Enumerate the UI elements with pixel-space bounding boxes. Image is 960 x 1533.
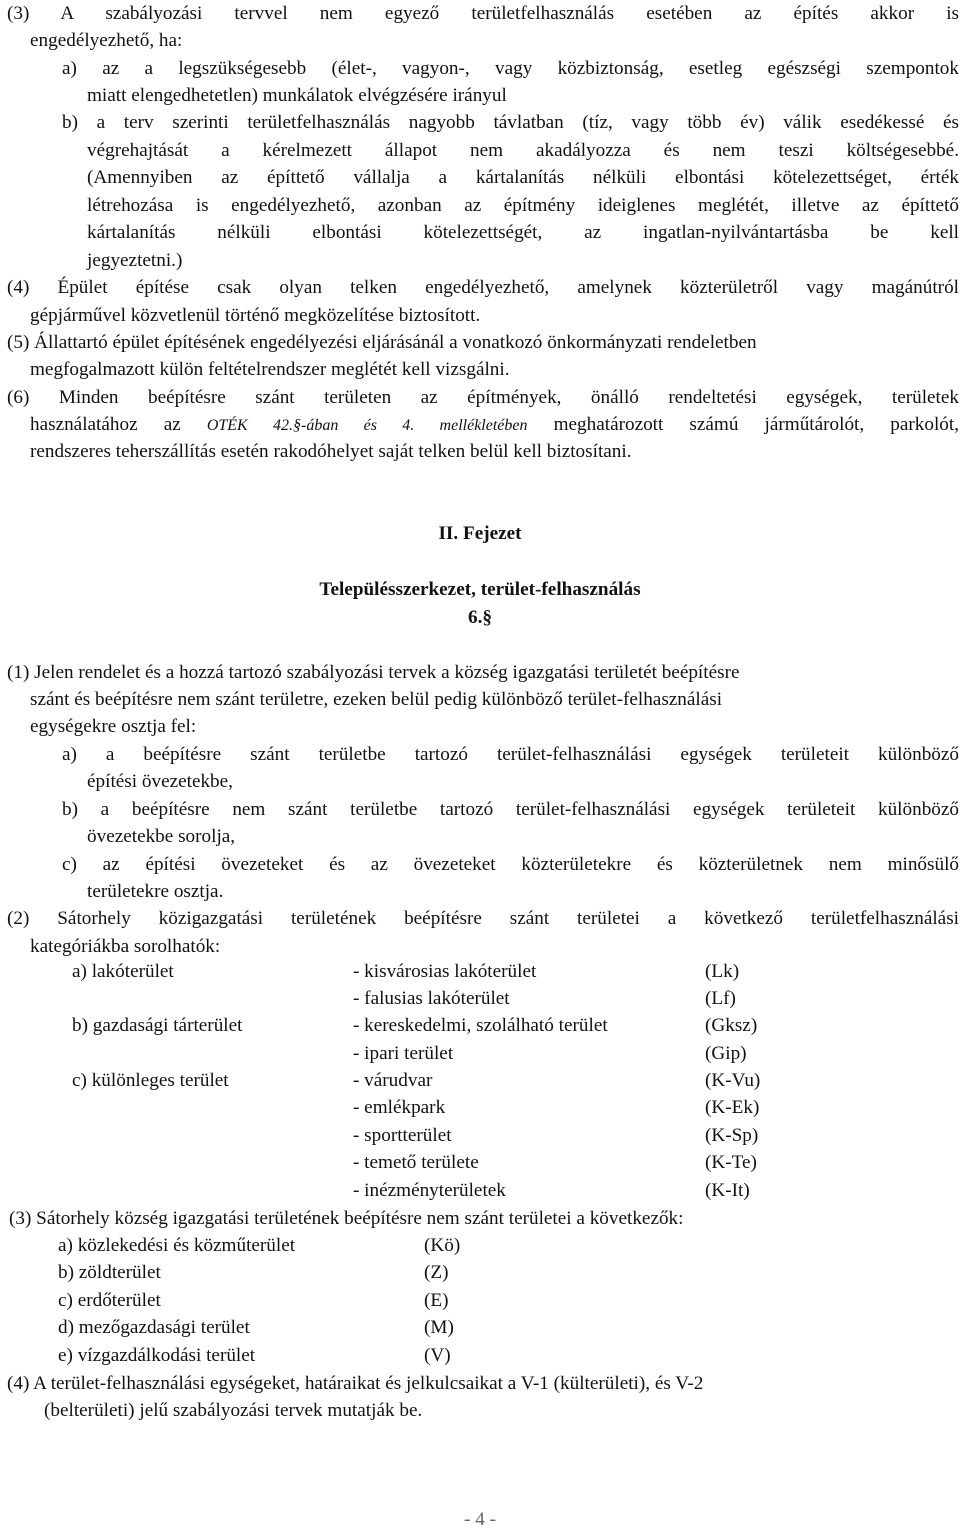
paragraph-3-line-2: engedélyezhető, ha: [30, 30, 183, 51]
built-code-cell: (Gip) [705, 1043, 747, 1064]
unbuilt-code-cell: (M) [424, 1317, 454, 1338]
paragraph-6-line-3: rendszeres teherszállítás esetén rakodóhelyet saját telken belül kell biztosítani. [30, 441, 632, 462]
s6-paragraph-2-line-1: (2) Sátorhely közigazgatási területének beépítésre szánt területei a következő területfelhasználási [7, 908, 959, 929]
unbuilt-code-cell: (Kö) [424, 1235, 461, 1256]
unbuilt-item-cell: c) erdőterület [58, 1290, 161, 1311]
s6-item-c-line-1: c) az építési övezeteket és az övezeteket közterületekre és közterületnek nem minősülő [62, 854, 959, 875]
built-group-cell: b) gazdasági tárterület [72, 1015, 243, 1036]
item-a-line-2: miatt elengedhetetlen) munkálatok elvégzésére irányul [87, 85, 507, 106]
paragraph-4-line-2: gépjárművel közvetlenül történő megközelítése biztosított. [30, 305, 481, 326]
s6-paragraph-1-line-1: (1) Jelen rendelet és a hozzá tartozó szabályozási tervek a község igazgatási területét beépítésre [7, 662, 740, 683]
built-code-cell: (K-Sp) [705, 1125, 759, 1146]
s6-paragraph-4-line-1: (4) A terület-felhasználási egységeket, határaikat és jelkulcsaikat a V-1 (külterületi), és V-2 [7, 1373, 704, 1394]
built-code-cell: (K-Te) [705, 1152, 757, 1173]
paragraph-3-line-1: (3) A szabályozási tervvel nem egyező területfelhasználás esetében az építés akkor is [7, 3, 959, 24]
built-item-cell: - kereskedelmi, szolálható terület [353, 1015, 608, 1036]
built-item-cell: - inézményterületek [353, 1180, 506, 1201]
unbuilt-code-cell: (Z) [424, 1262, 449, 1283]
built-code-cell: (Gksz) [705, 1015, 758, 1036]
paragraph-6-line-2 [30, 411, 959, 439]
paragraph-5-line-1: (5) Állattartó épület építésének engedélyezési eljárásánál a vonatkozó önkormányzati rendeletben [7, 332, 757, 353]
s6-item-c-line-2: területekre osztja. [87, 881, 224, 902]
item-a-line-1: a) az a legszükségesebb (élet-, vagyon-, vagy közbiztonság, esetleg egészségi szempontok [62, 58, 959, 79]
built-item-cell: - ipari terület [353, 1043, 454, 1064]
built-code-cell: (K-It) [705, 1180, 750, 1201]
unbuilt-item-cell: a) közlekedési és közműterület [58, 1235, 296, 1256]
item-b-line-2: végrehajtását a kérelmezett állapot nem akadályozza és nem teszi költségesebbé. [87, 140, 959, 161]
paragraph-4-line-1: (4) Épület építése csak olyan telken engedélyezhető, amelynek közterületről vagy magánútról [7, 277, 959, 298]
s6-paragraph-1-line-2: szánt és beépítésre nem szánt területre, ezeken belül pedig különböző terület-felhasználási [30, 689, 723, 710]
built-group-cell: c) különleges terület [72, 1070, 229, 1091]
unbuilt-item-cell: e) vízgazdálkodási terület [58, 1345, 256, 1366]
s6-item-b-line-1: b) a beépítésre nem szánt területbe tartozó terület-felhasználási egységek területeit különböző [62, 799, 959, 820]
built-item-cell: - sportterület [353, 1125, 452, 1146]
s6-paragraph-3-line-1: (3) Sátorhely község igazgatási területének beépítésre nem szánt területei a következők: [9, 1208, 684, 1229]
note-line-1: (Amennyiben az építtető vállalja a kártalanítás nélküli elbontási kötelezettséget, érték [87, 167, 959, 188]
built-code-cell: (K-Ek) [705, 1097, 760, 1118]
built-item-cell: - várudvar [353, 1070, 433, 1091]
paragraph-6-text-pre: használatához az [30, 414, 207, 435]
s6-paragraph-4-line-2: (belterületi) jelű szabályozási tervek mutatják be. [44, 1400, 423, 1421]
note-line-3: kártalanítás nélküli elbontási kötelezettségét, az ingatlan-nyilvántartásba be kell [87, 222, 959, 243]
built-item-cell: - kisvárosias lakóterület [353, 961, 537, 982]
note-line-2: létrehozása is engedélyezhető, azonban az építmény ideiglenes meglétét, illetve az építtető [87, 195, 959, 216]
chapter-title: Településszerkezet, terület-felhasználás [319, 579, 641, 600]
paragraph-6-line-1: (6) Minden beépítésre szánt területen az építmények, önálló rendeltetési egységek, területek [7, 387, 959, 408]
page-number: - 4 - [464, 1509, 496, 1530]
s6-paragraph-2-line-2: kategóriákba sorolhatók: [30, 936, 221, 957]
otek-reference: OTÉK 42.§-ában és 4. mellékletében [206, 417, 528, 434]
chapter-number: II. Fejezet [438, 523, 522, 544]
built-code-cell: (Lf) [705, 988, 736, 1009]
s6-item-a-line-1: a) a beépítésre szánt területbe tartozó terület-felhasználási egységek területeit különböző [62, 744, 959, 765]
unbuilt-item-cell: d) mezőgazdasági terület [58, 1317, 250, 1338]
s6-item-b-line-2: övezetekbe sorolja, [87, 826, 236, 847]
s6-paragraph-1-line-3: egységekre osztja fel: [30, 716, 197, 737]
paragraph-5-line-2: megfogalmazott külön feltételrendszer meglétét kell vizsgálni. [30, 359, 510, 380]
built-item-cell: - temető területe [353, 1152, 479, 1173]
built-code-cell: (K-Vu) [705, 1070, 761, 1091]
unbuilt-code-cell: (E) [424, 1290, 449, 1311]
item-b-line-1: b) a terv szerinti területfelhasználás nagyobb távlatban (tíz, vagy több év) válik esedékessé és [62, 112, 959, 133]
unbuilt-code-cell: (V) [424, 1345, 451, 1366]
built-group-cell: a) lakóterület [72, 961, 174, 982]
unbuilt-item-cell: b) zöldterület [58, 1262, 161, 1283]
built-item-cell: - falusias lakóterület [353, 988, 510, 1009]
section-number: 6.§ [468, 607, 492, 628]
paragraph-6-text-post: meghatározott számú járműtárolót, parkolót, [527, 414, 959, 435]
built-code-cell: (Lk) [705, 961, 740, 982]
s6-item-a-line-2: építési övezetekbe, [87, 771, 233, 792]
note-line-4: jegyeztetni.) [87, 250, 183, 271]
built-item-cell: - emlékpark [353, 1097, 446, 1118]
